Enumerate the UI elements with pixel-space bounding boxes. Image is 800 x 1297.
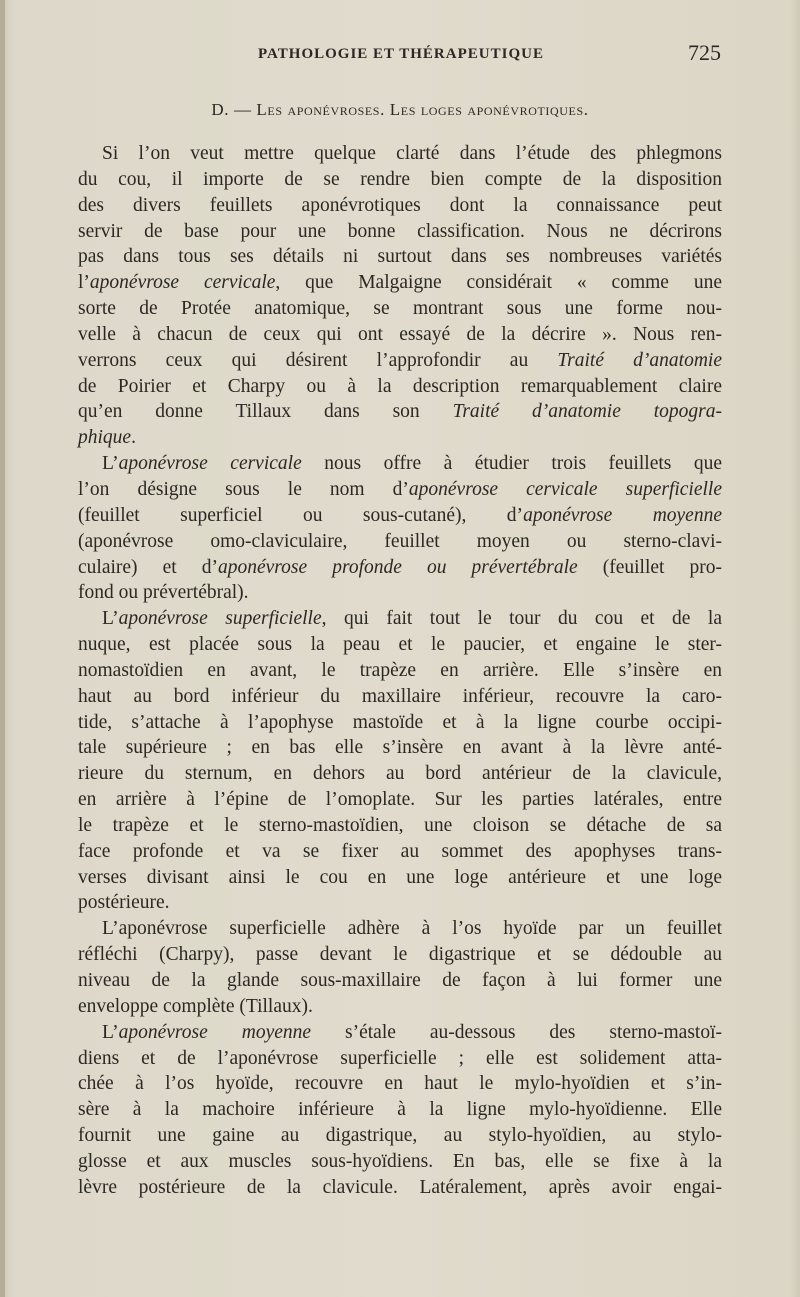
text-line: fournit une gaine au digastrique, au stylo-hyoïdien, au stylo- [78,1125,722,1147]
text-line [78,606,722,632]
text-line: Si l’on veut mettre quelque clarté dans l’étude des phlegmons [102,143,722,164]
running-title: PATHOLOGIE ET THÉRAPEUTIQUE [258,46,544,62]
italic-term: aponévrose cervicale superficielle [408,478,722,500]
italic-term: aponévrose superficielle [118,608,322,630]
text-segment: , qui fait tout le tour du cou et de la [321,608,722,630]
text-line [78,503,722,529]
text-line: L’aponévrose superficielle adhère à l’os hyoïde par un feuillet [102,918,722,940]
text-line [78,270,722,296]
text-line: glosse et aux muscles sous-hyoïdiens. En bas, elle se fixe à la [78,1150,722,1172]
text-segment: (feuillet superficiel ou sous-cutané), d’ [78,504,524,526]
italic-term: aponévrose profonde ou prévertébrale [217,556,578,578]
text-line [78,451,722,477]
text-line: pas dans tous ses détails ni surtout dans ses nombreuses variétés [78,246,722,268]
text-segment: L’ [102,1021,119,1043]
text-line: tide, s’attache à l’apophyse mastoïde et à la ligne courbe occipi- [78,711,722,733]
text-line: verses divisant ainsi le cou en une loge antérieure et une loge [78,866,722,888]
text-line: postérieure. [78,892,170,914]
body-text [78,141,722,1201]
section-letter: D. — [211,100,257,119]
text-line [78,555,722,581]
text-segment: L’ [102,608,119,630]
section-title: Les aponévroses. Les loges aponévrotiques. [256,100,589,119]
text-line [78,425,722,451]
text-line: fond ou prévertébral). [78,582,249,604]
text-line: face profonde et va se fixer au sommet des apophyses trans- [78,840,722,862]
text-line: des divers feuillets aponévrotiques dont la connaissance peut [78,194,722,216]
running-head [0,40,800,70]
text-line: de Poirier et Charpy ou à la description remarquablement claire [78,375,722,397]
text-line: nomastoïdien en avant, le trapèze en arrière. Elle s’insère en [78,659,722,681]
text-line: (aponévrose omo-claviculaire, feuillet moyen ou sterno-clavi- [78,530,722,552]
text-line [78,348,722,374]
italic-term: aponévrose cervicale [89,272,276,294]
text-segment: l’ [78,272,90,294]
italic-term: Traité d’anatomie topogra- [452,401,723,423]
text-line: chée à l’os hyoïde, recouvre en haut le mylo-hyoïdien et s’in- [78,1073,722,1095]
text-line: lèvre postérieure de la clavicule. Latéralement, après avoir engai- [78,1176,722,1198]
text-line: niveau de la glande sous-maxillaire de façon à lui former une [78,970,722,991]
text-segment: l’on désigne sous le nom d’ [78,478,409,500]
text-segment: culaire) et d’ [78,556,218,578]
italic-term: aponévrose cervicale [118,453,302,475]
italic-term: aponévrose moyenne [118,1021,312,1043]
italic-term: Traité d’anatomie [557,349,723,371]
text-line: du cou, il importe de se rendre bien compte de la disposition [78,168,722,190]
text-segment: qu’en donne Tillaux dans son [78,401,453,423]
text-line: en arrière à l’épine de l’omoplate. Sur les parties latérales, entre [78,789,722,811]
text-line: réfléchi (Charpy), passe devant le digastrique et se dédouble au [78,944,722,966]
text-line: sère à la machoire inférieure à la ligne mylo-hyoïdienne. Elle [78,1099,722,1121]
text-line: enveloppe complète (Tillaux). [78,995,313,1017]
text-line [78,477,722,503]
text-segment: , que Malgaigne considérait « comme une [275,272,722,294]
text-line: rieure du sternum, en dehors au bord antérieur de la clavicule, [78,763,722,785]
text-line: servir de base pour une bonne classification. Nous ne décrirons [78,220,722,242]
text-line [78,1020,722,1046]
text-line [78,399,722,425]
text-line: diens et de l’aponévrose superficielle ; elle est solidement atta- [78,1047,722,1069]
text-segment: s’étale au-dessous des sterno-mastoï- [311,1021,722,1043]
text-segment: (feuillet pro- [577,556,722,578]
text-segment: L’ [102,453,119,475]
italic-term: phique [78,427,132,449]
text-line: sorte de Protée anatomique, se montrant sous une forme nou- [78,298,722,320]
section-heading [0,100,800,120]
page-number: 725 [688,40,721,65]
text-segment: nous offre à étudier trois feuillets que [301,453,722,475]
text-line: haut au bord inférieur du maxillaire inférieur, recouvre la caro- [78,685,722,707]
text-line: nuque, est placée sous la peau et le paucier, et engaine le ster- [78,634,722,656]
text-line: le trapèze et le sterno-mastoïdien, une cloison se détache de sa [78,814,722,836]
text-line: velle à chacun de ceux qui ont essayé de la décrire ». Nous ren- [78,323,722,345]
text-line: tale supérieure ; en bas elle s’insère en avant à la lèvre anté- [78,737,722,759]
italic-term: aponévrose moyenne [523,504,722,526]
page-spine-edge [0,0,5,1297]
text-segment: verrons ceux qui désirent l’approfondir au [78,349,558,371]
text-segment: . [131,427,136,449]
